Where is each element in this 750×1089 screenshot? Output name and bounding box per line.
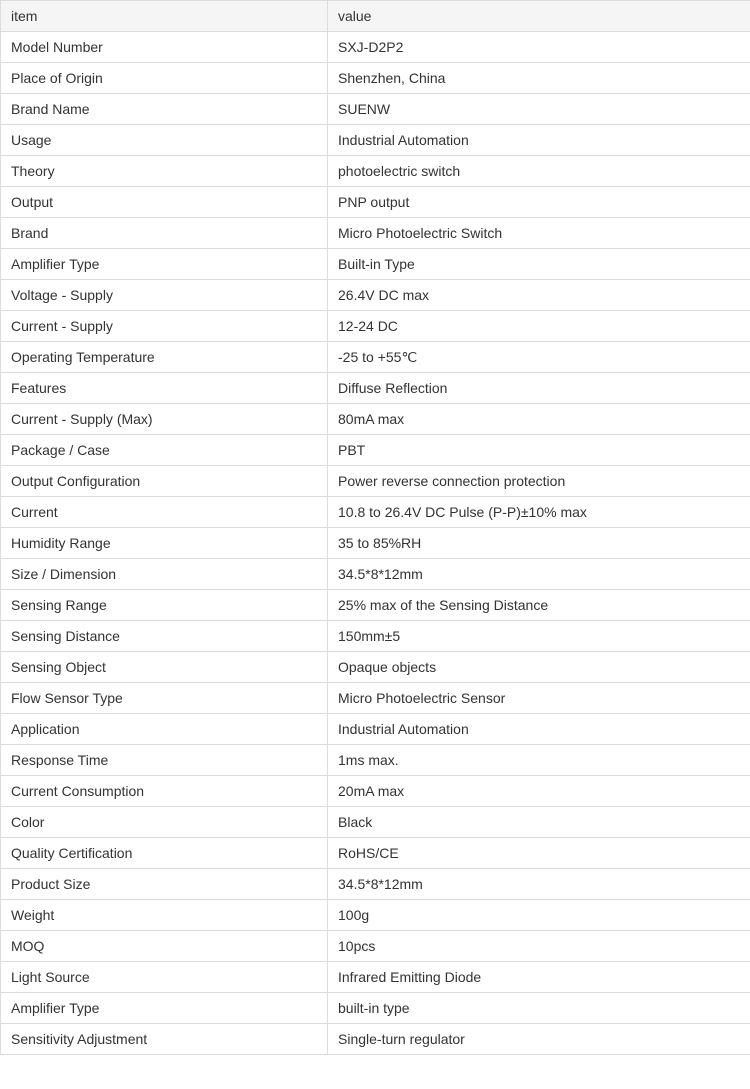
table-row: [1, 32, 750, 63]
spec-table-body: [1, 32, 750, 1055]
item-cell: Place of Origin: [1, 63, 328, 94]
value-cell: Industrial Automation: [328, 714, 750, 745]
value-cell: Infrared Emitting Diode: [328, 962, 750, 993]
table-row: [1, 187, 750, 218]
item-cell: Output: [1, 187, 328, 218]
value-cell: 12-24 DC: [328, 311, 750, 342]
table-row: [1, 435, 750, 466]
item-cell: Current: [1, 497, 328, 528]
value-cell: Built-in Type: [328, 249, 750, 280]
value-cell: 34.5*8*12mm: [328, 559, 750, 590]
value-cell: PNP output: [328, 187, 750, 218]
table-row: [1, 621, 750, 652]
item-cell: Sensing Range: [1, 590, 328, 621]
item-cell: Light Source: [1, 962, 328, 993]
table-row: [1, 218, 750, 249]
value-cell: SXJ-D2P2: [328, 32, 750, 63]
item-cell: Current - Supply: [1, 311, 328, 342]
value-cell: Power reverse connection protection: [328, 466, 750, 497]
item-cell: Color: [1, 807, 328, 838]
table-row: [1, 249, 750, 280]
value-cell: 34.5*8*12mm: [328, 869, 750, 900]
table-row: [1, 125, 750, 156]
value-cell: built-in type: [328, 993, 750, 1024]
item-cell: Response Time: [1, 745, 328, 776]
table-row: [1, 280, 750, 311]
table-row: [1, 993, 750, 1024]
item-cell: Product Size: [1, 869, 328, 900]
table-row: [1, 1024, 750, 1055]
item-cell: Voltage - Supply: [1, 280, 328, 311]
table-row: [1, 528, 750, 559]
header-value: value: [328, 1, 750, 32]
item-cell: Output Configuration: [1, 466, 328, 497]
value-cell: SUENW: [328, 94, 750, 125]
item-cell: Application: [1, 714, 328, 745]
spec-table-header: [1, 1, 750, 32]
item-cell: Package / Case: [1, 435, 328, 466]
item-cell: Quality Certification: [1, 838, 328, 869]
value-cell: photoelectric switch: [328, 156, 750, 187]
table-row: [1, 94, 750, 125]
table-row: [1, 373, 750, 404]
header-item: item: [1, 1, 328, 32]
table-row: [1, 807, 750, 838]
item-cell: Model Number: [1, 32, 328, 63]
item-cell: Theory: [1, 156, 328, 187]
item-cell: Usage: [1, 125, 328, 156]
table-row: [1, 156, 750, 187]
item-cell: Amplifier Type: [1, 249, 328, 280]
item-cell: Flow Sensor Type: [1, 683, 328, 714]
item-cell: Humidity Range: [1, 528, 328, 559]
table-row: [1, 559, 750, 590]
table-row: [1, 869, 750, 900]
table-row: [1, 776, 750, 807]
value-cell: Black: [328, 807, 750, 838]
header-row: [1, 1, 750, 32]
value-cell: 10.8 to 26.4V DC Pulse (P-P)±10% max: [328, 497, 750, 528]
table-row: [1, 745, 750, 776]
value-cell: RoHS/CE: [328, 838, 750, 869]
table-row: [1, 404, 750, 435]
table-row: [1, 931, 750, 962]
item-cell: Weight: [1, 900, 328, 931]
item-cell: Sensitivity Adjustment: [1, 1024, 328, 1055]
value-cell: 150mm±5: [328, 621, 750, 652]
value-cell: 80mA max: [328, 404, 750, 435]
value-cell: 10pcs: [328, 931, 750, 962]
table-row: [1, 900, 750, 931]
value-cell: Shenzhen, China: [328, 63, 750, 94]
value-cell: Micro Photoelectric Switch: [328, 218, 750, 249]
value-cell: Diffuse Reflection: [328, 373, 750, 404]
value-cell: 1ms max.: [328, 745, 750, 776]
table-row: [1, 497, 750, 528]
table-row: [1, 652, 750, 683]
value-cell: Micro Photoelectric Sensor: [328, 683, 750, 714]
item-cell: Brand Name: [1, 94, 328, 125]
table-row: [1, 962, 750, 993]
value-cell: -25 to +55℃: [328, 342, 750, 373]
value-cell: 100g: [328, 900, 750, 931]
item-cell: Current Consumption: [1, 776, 328, 807]
value-cell: 25% max of the Sensing Distance: [328, 590, 750, 621]
value-cell: Opaque objects: [328, 652, 750, 683]
table-row: [1, 63, 750, 94]
value-cell: Industrial Automation: [328, 125, 750, 156]
item-cell: Current - Supply (Max): [1, 404, 328, 435]
value-cell: 20mA max: [328, 776, 750, 807]
item-cell: Size / Dimension: [1, 559, 328, 590]
value-cell: 26.4V DC max: [328, 280, 750, 311]
table-row: [1, 466, 750, 497]
item-cell: Sensing Distance: [1, 621, 328, 652]
table-row: [1, 714, 750, 745]
item-cell: Sensing Object: [1, 652, 328, 683]
item-cell: Operating Temperature: [1, 342, 328, 373]
item-cell: Features: [1, 373, 328, 404]
value-cell: PBT: [328, 435, 750, 466]
table-row: [1, 838, 750, 869]
item-cell: Amplifier Type: [1, 993, 328, 1024]
table-row: [1, 683, 750, 714]
table-row: [1, 590, 750, 621]
item-cell: MOQ: [1, 931, 328, 962]
value-cell: Single-turn regulator: [328, 1024, 750, 1055]
table-row: [1, 311, 750, 342]
value-cell: 35 to 85%RH: [328, 528, 750, 559]
item-cell: Brand: [1, 218, 328, 249]
table-row: [1, 342, 750, 373]
